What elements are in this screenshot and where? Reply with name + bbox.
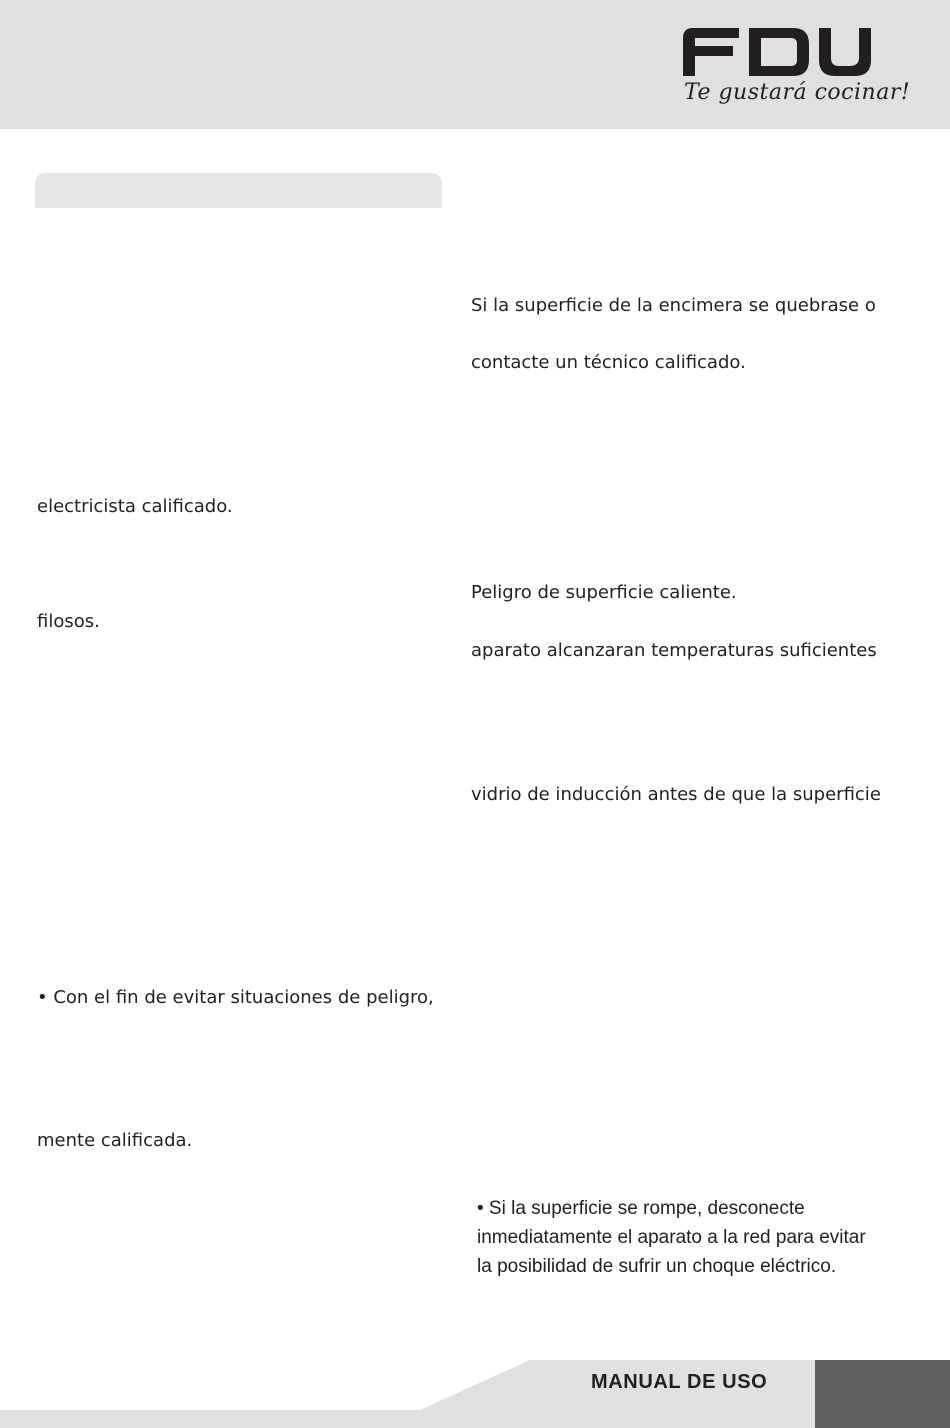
right-line-5: vidrio de inducción antes de que la superficie (471, 784, 881, 805)
note-line-3: la posibilidad de sufrir un choque eléctrico. (477, 1256, 837, 1277)
left-line-3: • Con el fin de evitar situaciones de peligro, (37, 987, 434, 1008)
left-line-2: filosos. (37, 611, 100, 632)
footer-manual-label: MANUAL DE USO (591, 1371, 768, 1393)
left-line-1: electricista calificado. (37, 496, 233, 517)
footer-band (0, 1410, 950, 1428)
fdv-logo (683, 28, 875, 76)
page-number-block (815, 1360, 950, 1428)
note-line-2: inmediatamente el aparato a la red para evitar (477, 1227, 866, 1248)
page-header (0, 0, 950, 129)
brand-tagline: Te gustará cocinar! (684, 80, 911, 105)
right-line-4: aparato alcanzaran temperaturas suficientes (471, 640, 877, 661)
left-line-4: mente calificada. (37, 1130, 193, 1151)
right-line-1: Si la superficie de la encimera se quebrase o (471, 295, 876, 316)
warning-note (477, 1194, 866, 1281)
note-line-1: • Si la superficie se rompe, desconecte (477, 1198, 805, 1219)
right-line-2: contacte un técnico calificado. (471, 352, 746, 373)
right-line-3: Peligro de superficie caliente. (471, 582, 737, 603)
section-title-bar (35, 173, 442, 208)
